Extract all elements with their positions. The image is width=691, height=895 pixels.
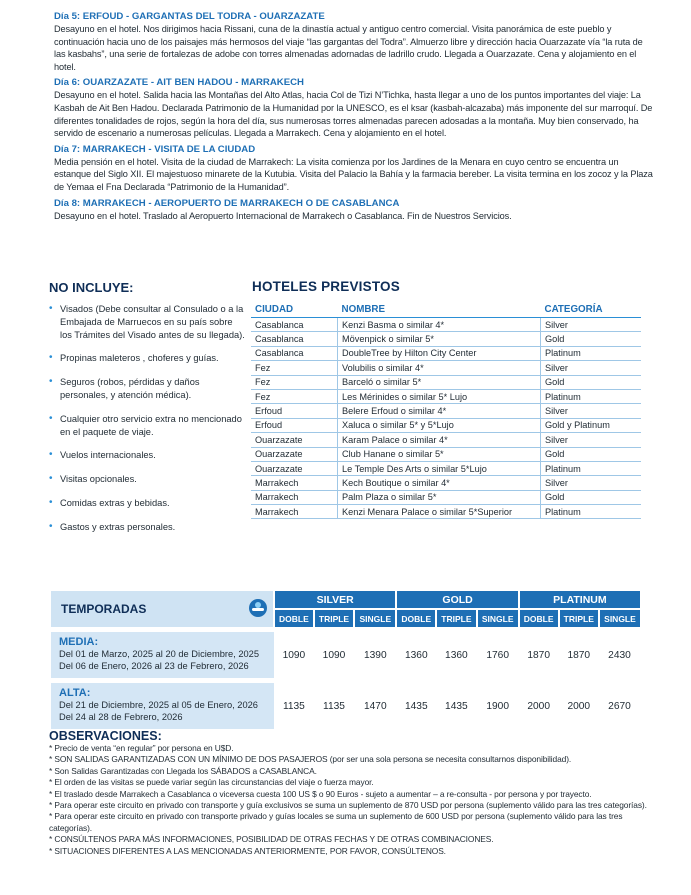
season-dates: Del 24 al 28 de Febrero, 2026 (59, 712, 183, 722)
price-value: 1900 (477, 683, 519, 729)
day-7-text: Media pensión en el hotel. Visita de la ciudad de Marrakech: La visita comienza por los Jardines de la Menara en cuyo centro se encuentra un estanque del Siglo XII. El majestuoso minarete de la Kutubia. Visita del Palacio la Bahía y la farmacia bereber. La visita termina en los zocoz y la Plaza de Yemaa el Fna Declarada “Patrimonio de la Humanidad”. (54, 156, 653, 192)
price-subheader: SINGLE (477, 609, 519, 627)
hotel-category: Platinum (541, 389, 642, 403)
table-row (251, 476, 641, 490)
hotel-category: Silver (541, 404, 642, 418)
list-item: • Vuelos internacionales. (49, 449, 156, 461)
hotel-name: Les Mérinides o similar 5* Lujo (338, 389, 541, 403)
day-6-text: Desayuno en el hotel. Salida hacia las Montañas del Alto Atlas, hacia Col de Tizi N’Tichka, hasta llegar a uno de los puntos importantes del viaje: La Kasbah de Ait Ben Hadou. Declarada Patrimonio de la Humanidad por la UNESCO, es el ksar (kasbah-alcazaba) más imponente del sur marroquí. De diferentes tonalidades de rojos, según la hora del día, sus numerosas torres almenadas parecen adosadas a la montaña. Muy bien conservado, ha servido de escenario a numerosas películas. Llegada a Marrakech. Cena y alojamiento en el hotel. (54, 90, 653, 139)
table-row (251, 361, 641, 375)
price-value: 1135 (314, 683, 354, 729)
hotel-category: Silver (541, 361, 642, 375)
group-gold: GOLD (396, 591, 518, 609)
table-row (251, 404, 641, 418)
hotel-name: Club Hanane o similar 5* (338, 447, 541, 461)
bullet-icon: • (49, 449, 53, 461)
hotel-name: Belere Erfoud o similar 4* (338, 404, 541, 418)
season-label-cell (51, 632, 274, 678)
hotel-city: Ouarzazate (251, 461, 338, 475)
list-item: * Son Salidas Garantizadas con Llegada los SÁBADOS a CASABLANCA. (49, 765, 317, 776)
price-value: 2430 (599, 632, 640, 678)
hotel-name: Le Temple Des Arts o similar 5*Lujo (338, 461, 541, 475)
table-row (251, 375, 641, 389)
col-header-categoria: CATEGORÍA (541, 302, 642, 318)
hotel-name: Volubilis o similar 4* (338, 361, 541, 375)
bullet-icon: • (49, 376, 53, 388)
price-subheader: TRIPLE (436, 609, 476, 627)
price-value: 1135 (274, 683, 314, 729)
hotel-name: Kenzi Basma o similar 4* (338, 318, 541, 332)
hotel-city: Fez (251, 361, 338, 375)
table-row (251, 418, 641, 432)
day-5-title: Día 5: ERFOUD - GARGANTAS DEL TODRA - OUARZAZATE (54, 11, 325, 22)
day-8-title: Día 8: MARRAKECH - AEROPUERTO DE MARRAKECH O DE CASABLANCA (54, 197, 400, 209)
day-8-text: Desayuno en el hotel. Traslado al Aeropuerto Internacional de Marrakech o Casablanca. Fin de Nuestros Servicios. (54, 210, 512, 221)
temporadas-header (51, 591, 274, 627)
bullet-icon: • (49, 496, 53, 508)
price-value: 1090 (314, 632, 354, 678)
price-subheader: DOBLE (396, 609, 436, 627)
hotel-category: Gold (541, 375, 642, 389)
season-row (51, 632, 640, 678)
price-subheader: SINGLE (354, 609, 396, 627)
temporadas-label: TEMPORADAS (61, 602, 147, 616)
hotel-category: Gold (541, 490, 642, 504)
season-dates: Del 01 de Marzo, 2025 al 20 de Diciembre, 2025 (59, 649, 260, 659)
hotel-city: Marrakech (251, 490, 338, 504)
hotel-category: Platinum (541, 505, 642, 519)
hotel-city: Marrakech (251, 505, 338, 519)
list-item: • Visados (Debe consultar al Consulado o a la Embajada de Marruecos en su país sobre los Trámites del Visado antes de su llegada). (49, 303, 245, 340)
hotel-category: Gold (541, 447, 642, 461)
observaciones-title: OBSERVACIONES: (49, 729, 162, 743)
price-value: 2000 (559, 683, 599, 729)
table-row (251, 505, 641, 519)
hotel-category: Gold y Platinum (541, 418, 642, 432)
season-name: ALTA: (59, 687, 91, 699)
bullet-icon: • (49, 412, 53, 424)
list-item: * Para operar este circuito en privado con transporte privado y guías locales se suma un suplemento de 600 USD por persona (suplemento válido para las tres categorías). (49, 811, 623, 833)
hotel-category: Gold (541, 332, 642, 346)
hotels-header-row (251, 302, 641, 318)
list-item: * SITUACIONES DIFERENTES A LAS MENCIONADAS ANTERIORMENTE, POR FAVOR, CONSÚLTENOS. (49, 845, 446, 856)
day-6-title: Día 6: OUARZAZATE - AIT BEN HADOU - MARRAKECH (54, 77, 304, 89)
hotel-category: Silver (541, 318, 642, 332)
price-value: 1870 (559, 632, 599, 678)
bullet-icon: • (49, 303, 53, 314)
hotel-category: Silver (541, 433, 642, 447)
brand-logo-icon (249, 599, 267, 617)
list-item: * El traslado desde Marrakech a Casablanca o viceversa cuesta 100 US $ o 90 Euros - sujeto a aumentar – a re-consulta - por persona y por trayecto. (49, 788, 592, 799)
list-item: • Seguros (robos, pérdidas y daños personales, y atención médica). (49, 376, 200, 400)
price-value: 1090 (274, 632, 314, 678)
table-row (251, 332, 641, 346)
price-value: 1360 (436, 632, 476, 678)
itinerary-section (54, 10, 654, 225)
hotel-name: Mövenpick o similar 5* (338, 332, 541, 346)
hotel-name: Kenzi Menara Palace o similar 5*Superior (338, 505, 541, 519)
hotel-name: Karam Palace o similar 4* (338, 433, 541, 447)
season-dates: Del 21 de Diciembre, 2025 al 05 de Enero, 2026 (59, 700, 258, 710)
list-item: * El orden de las visitas se puede variar según las circunstancias del viaje o fuerza mayor. (49, 777, 374, 788)
group-silver: SILVER (274, 591, 396, 609)
list-item: * Precio de venta “en regular” por persona en U$D. (49, 743, 234, 753)
hoteles-title: HOTELES PREVISTOS (252, 279, 400, 294)
price-value: 1435 (396, 683, 436, 729)
list-item: * SON SALIDAS GARANTIZADAS CON UN MÍNIMO DE DOS PASAJEROS (por ser una sola persona se necesita consultarnos disponibilidad). (49, 754, 572, 765)
list-item: • Cualquier otro servicio extra no mencionado en el paquete de viaje. (49, 412, 242, 437)
season-name: MEDIA: (59, 636, 99, 648)
hotel-city: Marrakech (251, 476, 338, 490)
season-row (51, 683, 640, 729)
hotel-city: Fez (251, 389, 338, 403)
hotel-category: Platinum (541, 461, 642, 475)
list-item: • Visitas opcionales. (49, 473, 137, 485)
price-subheader: DOBLE (274, 609, 314, 627)
group-platinum: PLATINUM (519, 591, 640, 609)
hotel-city: Fez (251, 375, 338, 389)
hotel-name: DoubleTree by Hilton City Center (338, 346, 541, 360)
price-value: 1470 (354, 683, 396, 729)
hotel-city: Casablanca (251, 332, 338, 346)
hotel-category: Silver (541, 476, 642, 490)
list-item: • Comidas extras y bebidas. (49, 496, 170, 508)
season-dates: Del 06 de Enero, 2026 al 23 de Febrero, 2026 (59, 661, 249, 671)
day-7-title: Día 7: MARRAKECH - VISITA DE LA CIUDAD (54, 143, 256, 155)
hotel-city: Ouarzazate (251, 447, 338, 461)
col-header-nombre: NOMBRE (338, 302, 541, 318)
list-item: • Propinas maleteros , choferes y guías. (49, 352, 219, 364)
no-incluye-list (49, 303, 245, 545)
price-value: 1870 (519, 632, 559, 678)
hotel-name: Palm Plaza o similar 5* (338, 490, 541, 504)
hotel-city: Casablanca (251, 318, 338, 332)
hotel-city: Ouarzazate (251, 433, 338, 447)
hotels-table (251, 302, 641, 519)
table-row (251, 490, 641, 504)
season-label-cell (51, 683, 274, 729)
day-5-text: Desayuno en el hotel. Nos dirigimos hacia Rissani, cuna de la dinastía actual y antiguo centro comercial. Visita panorámica de este pueblo y continuación hacia uno de los paisajes más hermosos del viaje “las gargantas del Todra”. Almuerzo libre y dirección hacia Ouarzazate vía “la ruta de las kasbahs”, una serie de fortalezas de adobe con torres almenadas adornadas de ladrillo crudo. Llegada a Ouarzazate. Cena y alojamiento en el hotel. (54, 24, 643, 72)
no-incluye-title: NO INCLUYE: (49, 280, 134, 295)
table-row (251, 461, 641, 475)
hotel-city: Casablanca (251, 346, 338, 360)
list-item: • Gastos y extras personales. (49, 520, 176, 532)
hotel-name: Kech Boutique o similar 4* (338, 476, 541, 490)
table-row (251, 447, 641, 461)
hotel-city: Erfoud (251, 404, 338, 418)
hotel-name: Xaluca o similar 5* y 5*Lujo (338, 418, 541, 432)
price-value: 2670 (599, 683, 640, 729)
price-value: 1360 (396, 632, 436, 678)
price-value: 1435 (436, 683, 476, 729)
hotel-city: Erfoud (251, 418, 338, 432)
observaciones-list (49, 743, 649, 857)
price-subheader: TRIPLE (314, 609, 354, 627)
table-row (251, 389, 641, 403)
table-row (251, 346, 641, 360)
price-subheader: DOBLE (519, 609, 559, 627)
list-item: * CONSÚLTENOS PARA MÁS INFORMACIONES, POSIBILIDAD DE OTRAS FECHAS Y DE OTRAS COMBINACIONES. (49, 834, 494, 845)
table-row (251, 318, 641, 332)
prices-table (51, 591, 640, 729)
price-value: 2000 (519, 683, 559, 729)
price-value: 1760 (477, 632, 519, 678)
list-item: * Para operar este circuito en privado con transporte y guía exclusivos se suma un suplemento de 870 USD por persona (suplemento válido para las tres categorías). (49, 800, 647, 811)
bullet-icon: • (49, 520, 53, 532)
price-subheader: TRIPLE (559, 609, 599, 627)
bullet-icon: • (49, 352, 53, 364)
price-subheader: SINGLE (599, 609, 640, 627)
table-row (251, 433, 641, 447)
price-value: 1390 (354, 632, 396, 678)
hotel-category: Platinum (541, 346, 642, 360)
bullet-icon: • (49, 473, 53, 485)
hotel-name: Barceló o similar 5* (338, 375, 541, 389)
col-header-ciudad: CIUDAD (251, 302, 338, 318)
